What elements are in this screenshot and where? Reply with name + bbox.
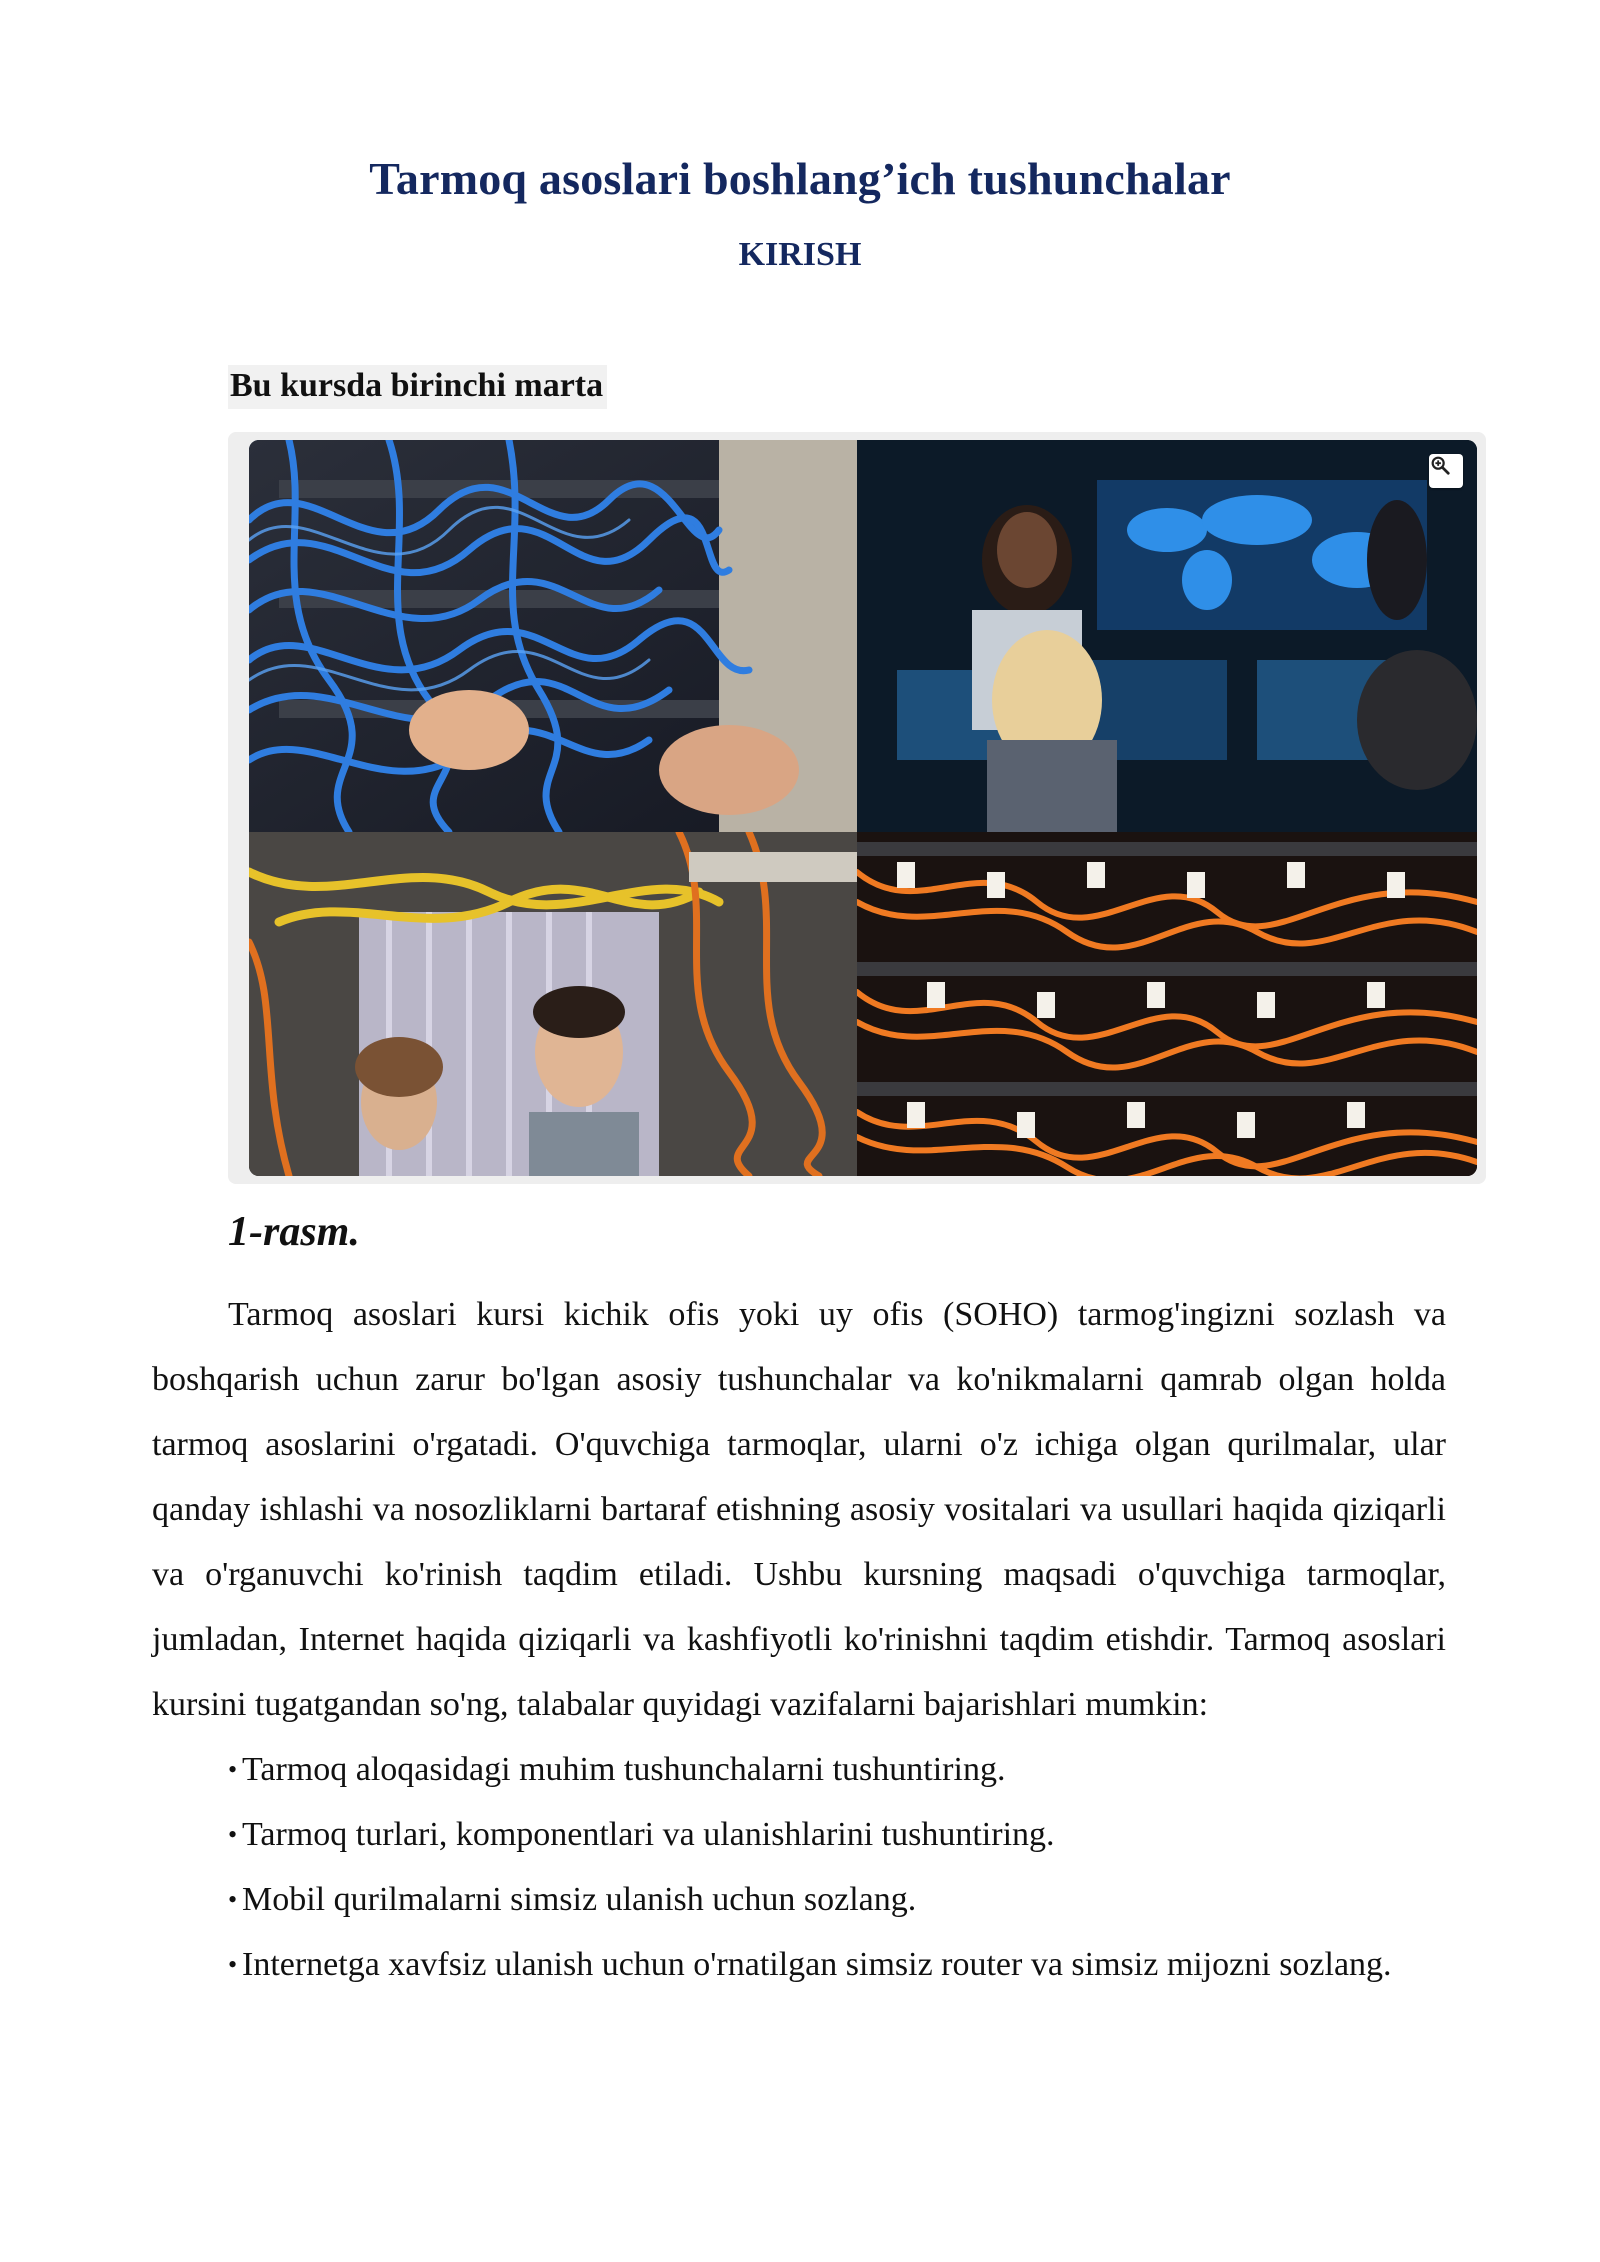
bullet-icon: •: [228, 1755, 238, 1784]
figure-frame: [228, 432, 1486, 1184]
section-heading: KIRISH: [738, 236, 862, 273]
bullet-icon: •: [228, 1885, 238, 1914]
bullet-icon: •: [228, 1950, 238, 1979]
photo-collage: [249, 440, 1477, 1176]
lead-text: Bu kursda birinchi marta: [228, 365, 607, 409]
photo-orange-cables: [857, 832, 1477, 1176]
list-item: [152, 1867, 1446, 1932]
list-item-text: Tarmoq aloqasidagi muhim tushunchalarni tushuntiring.: [242, 1751, 1006, 1788]
list-item: [152, 1932, 1446, 1997]
photo-technicians-rack: [249, 832, 857, 1176]
list-item-text: Tarmoq turlari, komponentlari va ulanishlarini tushuntiring.: [242, 1816, 1055, 1853]
list-item: [152, 1737, 1446, 1802]
bullet-icon: •: [228, 1820, 238, 1849]
figure-caption: 1-rasm.: [228, 1209, 360, 1255]
photo-patch-cables: [249, 440, 857, 832]
page-title: Tarmoq asoslari boshlang’ich tushunchalar: [369, 153, 1231, 204]
list-item-text: Internetga xavfsiz ulanish uchun o'rnatilgan simsiz router va simsiz mijozni sozlang.: [242, 1946, 1392, 1983]
intro-paragraph: Tarmoq asoslari kursi kichik ofis yoki uy ofis (SOHO) tarmog'ingizni sozlash va boshqarish uchun zarur bo'lgan asosiy tushunchalar va ko'nikmalarni qamrab olgan holda tarmoq asoslarini o'rgatadi. O'quvchiga tarmoqlar, ularni o'z ichiga olgan qurilmalar, ular qanday ishlashi va nosozliklarni bartaraf etishning asosiy vositalari va usullari haqida qiziqarli va o'rganuvchi ko'rinish taqdim etiladi. Ushbu kursning maqsadi o'quvchiga tarmoqlar, jumladan, Internet haqida qiziqarli va kashfiyotli ko'rinishni taqdim etishdir. Tarmoq asoslari kursini tugatgandan so'ng, talabalar quyidagi vazifalarni bajarishlari mumkin:: [152, 1296, 1446, 1723]
objectives-list: [152, 1737, 1446, 1997]
list-item-text: Mobil qurilmalarni simsiz ulanish uchun sozlang.: [242, 1881, 917, 1918]
list-item: [152, 1802, 1446, 1867]
zoom-in-icon: [1429, 454, 1451, 476]
photo-control-room: [857, 440, 1477, 832]
zoom-button[interactable]: [1429, 454, 1463, 488]
body-text: [152, 1282, 1446, 1997]
